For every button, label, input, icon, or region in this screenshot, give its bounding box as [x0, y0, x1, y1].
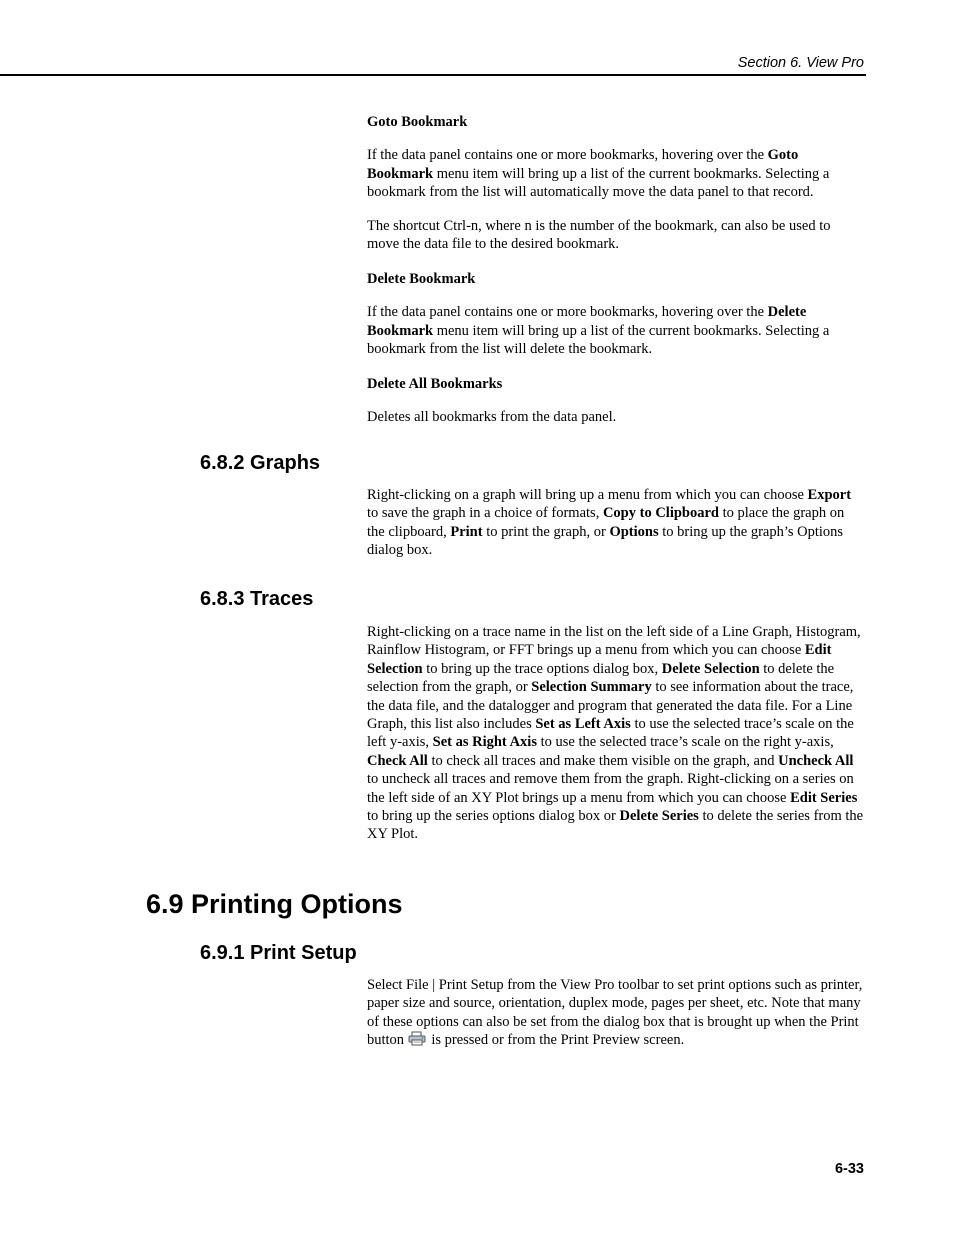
delete-all-bookmarks-section	[367, 375, 865, 427]
delete-bookmark-section	[367, 270, 865, 359]
delete-all-bookmarks-heading: Delete All Bookmarks	[367, 376, 503, 392]
printer-icon	[408, 1031, 426, 1046]
printing-options-heading: 6.9 Printing Options	[146, 889, 403, 919]
delete-bookmark-paragraph: If the data panel contains one or more bookmarks, hovering over the Delete Bookmark menu item will bring up a list of the current bookmarks. Selecting a bookmark from the list will delete the bookmark.	[367, 304, 830, 358]
traces-paragraph: Right-clicking on a trace name in the list on the left side of a Line Graph, Histogram, Rainflow Histogram, or FFT brings up a menu from which you can choose Edit Selection to bring up the trace options dialog box, Delete Selection to delete the selection from the graph, or Selection Summary to see information about the trace, the data file, and the datalogger and program that generated the data file. For a Line Graph, this list also includes Set as Left Axis to use the selected trace’s scale on the left y-axis, Set as Right Axis to use the selected trace’s scale on the right y-axis, Check All to check all traces and make them visible on the graph, and Uncheck All to uncheck all traces and remove them from the graph. Right-clicking on a series on the left side of an XY Plot brings up a menu from which you can choose Edit Series to bring up the series options dialog box or Delete Series to delete the series from the XY Plot.	[367, 624, 864, 843]
goto-bookmark-heading: Goto Bookmark	[367, 114, 468, 130]
print-setup-heading: 6.9.1 Print Setup	[200, 942, 357, 964]
goto-bookmark-paragraph: If the data panel contains one or more bookmarks, hovering over the Goto Bookmark menu item will bring up a list of the current bookmarks. Selecting a bookmark from the list will automatically move the data panel to that record.	[367, 147, 830, 201]
print-setup-paragraph: Select File | Print Setup from the View Pro toolbar to set print options such as printer, paper size and source, orientation, duplex mode, pages per sheet, etc. Note that many of these options can also be set from the dialog box that is brought up when the Print button is pressed or from the Print Preview screen.	[367, 977, 863, 1049]
delete-all-bookmarks-paragraph: Deletes all bookmarks from the data panel.	[367, 409, 617, 426]
graphs-paragraph: Right-clicking on a graph will bring up a menu from which you can choose Export to save the graph in a choice of formats, Copy to Clipboard to place the graph on the clipboard, Print to print the graph, or Options to bring up the graph’s Options dialog box.	[367, 487, 852, 559]
goto-bookmark-section	[367, 113, 865, 253]
graphs-heading: 6.8.2 Graphs	[200, 452, 321, 474]
page-number: 6-33	[834, 1161, 864, 1177]
delete-bookmark-heading: Delete Bookmark	[367, 271, 476, 287]
header-rule	[0, 74, 866, 76]
goto-bookmark-shortcut-paragraph: The shortcut Ctrl-n, where n is the number of the bookmark, can also be used to move the data file to the desired bookmark.	[367, 217, 831, 253]
running-header: Section 6. View Pro	[737, 55, 864, 71]
traces-heading: 6.8.3 Traces	[200, 588, 314, 610]
